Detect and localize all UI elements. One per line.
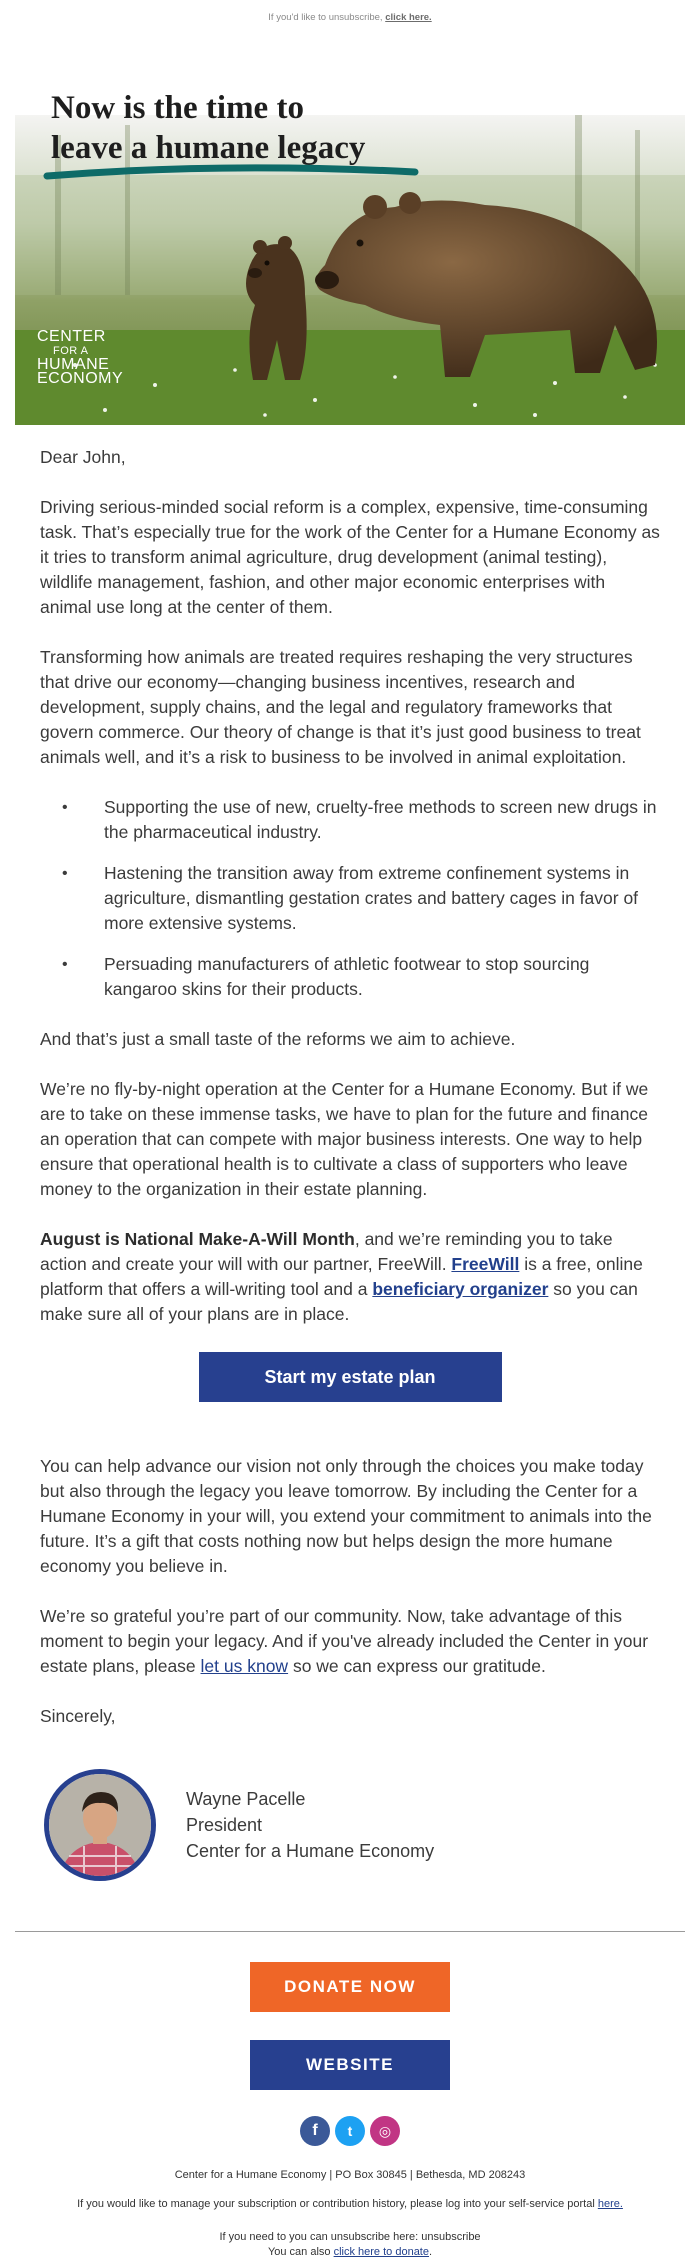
hero-headline-line2: leave a humane legacy	[51, 130, 366, 166]
paragraph-7-text-a: We’re so grateful you’re part of our community. Now, take advantage of this moment to begin your legacy. And if you've already included the Center in your estate plans, please	[40, 1606, 649, 1676]
list-item: • Hastening the transition away from extreme confinement systems in agriculture, dismantling gestation crates and battery cages in favor of more extensive systems.	[40, 861, 660, 936]
manage-subscription	[0, 2197, 700, 2212]
unsubscribe-text: If you need to you can unsubscribe here: unsubscribe	[219, 2231, 481, 2243]
paragraph-6: You can help advance our vision not only through the choices you make today but also through the legacy you leave tomorrow. By including the Center for a Humane Economy in your will, you extend your commitment to animals into the future. It’s a gift that costs nothing now but helps design the more humane economy you believe in.	[40, 1456, 652, 1576]
center-humane-economy-logo	[37, 330, 123, 386]
logo-line-fora: FOR A	[53, 345, 89, 357]
logo-line-center: CENTER	[37, 328, 106, 345]
cta-container	[40, 1352, 660, 1402]
footer-address: Center for a Humane Economy | PO Box 30845 | Bethesda, MD 208243	[174, 2169, 526, 2181]
freewill-link[interactable]: FreeWill	[451, 1254, 520, 1274]
beneficiary-organizer-link[interactable]: beneficiary organizer	[372, 1279, 549, 1299]
facebook-icon[interactable]: f	[300, 2116, 330, 2146]
closing: Sincerely,	[40, 1706, 116, 1726]
paragraph-5	[40, 1227, 660, 1327]
signer-title: President	[186, 1815, 263, 1835]
click-to-donate-link[interactable]: click here to donate	[333, 2246, 429, 2258]
paragraph-7	[40, 1604, 660, 1679]
hero-banner	[15, 50, 685, 425]
footer-divider	[15, 1931, 685, 1932]
hero-headline	[51, 88, 365, 168]
manage-text: If you would like to manage your subscription or contribution history, please log into your self-service portal	[77, 2198, 598, 2210]
letter-body	[0, 425, 700, 1729]
headline-underline	[43, 160, 423, 184]
donate-text-line	[0, 2245, 700, 2260]
preheader-text: If you'd like to unsubscribe,	[268, 12, 383, 23]
hero-headline-line1: Now is the time to	[51, 90, 304, 126]
signature-block	[0, 1769, 700, 1881]
self-service-portal-link[interactable]: here.	[597, 2198, 623, 2210]
let-us-know-link[interactable]: let us know	[200, 1656, 289, 1676]
unsubscribe-link[interactable]: click here.	[385, 12, 432, 23]
logo-line-humane: HUMANE	[37, 356, 110, 373]
paragraph-5-text-c: so you can make sure all of your plans are in place.	[40, 1279, 638, 1324]
paragraph-3: And that’s just a small taste of the reforms we aim to achieve.	[40, 1029, 516, 1049]
avatar	[44, 1769, 156, 1881]
website-button[interactable]: WEBSITE	[250, 2040, 450, 2090]
signer-org: Center for a Humane Economy	[186, 1841, 435, 1861]
signer-name: Wayne Pacelle	[186, 1789, 306, 1809]
paragraph-4: We’re no fly-by-night operation at the Center for a Humane Economy. But if we are to take on these immense tasks, we have to plan for the future and finance an operation that can compete with major business interests. One way to help ensure that operational health is to cultivate a class of supporters who leave money to the organization in their estate planning.	[40, 1079, 649, 1199]
signature-text	[186, 1786, 434, 1864]
paragraph-1: Driving serious-minded social reform is a complex, expensive, time-consuming task. That’s especially true for the work of the Center for a Humane Economy as it tries to transform animal agriculture, drug development (animal testing), wildlife management, fashion, and other major economic enterprises with animal use long at the center of them.	[40, 497, 660, 617]
twitter-icon[interactable]: t	[335, 2116, 365, 2146]
list-item: • Persuading manufacturers of athletic footwear to stop sourcing kangaroo skins for their products.	[40, 952, 660, 1002]
paragraph-2: Transforming how animals are treated requires reshaping the very structures that drive our economy—changing business incentives, research and development, supply chains, and the legal and regulatory frameworks that govern commerce. Our theory of change is that it’s just good business to treat animals well, and it’s a risk to business to be involved in animal exploitation.	[40, 647, 641, 767]
greeting: Dear John,	[40, 447, 126, 467]
donate-now-button[interactable]: DONATE NOW	[250, 1962, 450, 2012]
paragraph-5-text-b: is a free, online platform that offers a will-writing tool and a	[40, 1254, 643, 1299]
start-estate-plan-button[interactable]: Start my estate plan	[199, 1352, 502, 1402]
instagram-icon[interactable]: ◎	[370, 2116, 400, 2146]
social-links	[0, 2116, 700, 2146]
paragraph-5-text-a: , and we’re reminding you to take action and create your will with our partner, FreeWill.	[40, 1229, 613, 1274]
donate-text: You can also	[267, 2246, 334, 2258]
preheader	[0, 0, 700, 50]
logo-line-economy: ECONOMY	[37, 370, 124, 387]
paragraph-7-text-b: so we can express our gratitude.	[288, 1656, 546, 1676]
footer	[0, 1962, 700, 2260]
make-a-will-highlight: August is National Make-A-Will Month	[40, 1229, 355, 1249]
donate-text-end: .	[428, 2246, 433, 2258]
reform-list	[40, 795, 660, 1002]
list-item: • Supporting the use of new, cruelty-free methods to screen new drugs in the pharmaceutical industry.	[40, 795, 660, 845]
